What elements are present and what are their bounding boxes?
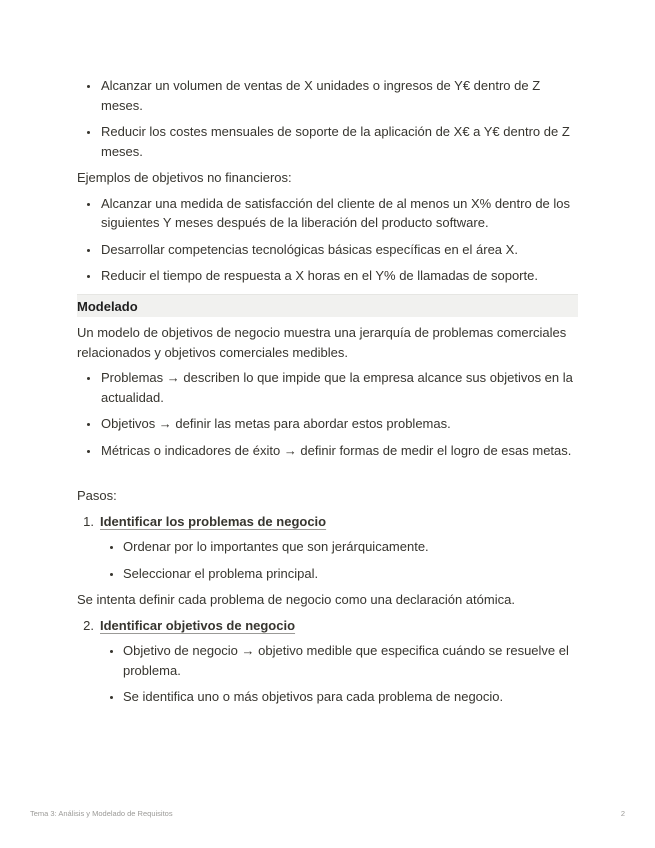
- step-2: [77, 616, 578, 707]
- step-number: 1.: [83, 513, 94, 529]
- steps-label: Pasos:: [77, 488, 117, 503]
- list-item: • Alcanzar una medida de satisfacción del cliente de al menos un X% dentro de los siguientes Y meses después de la liberación del producto software.: [100, 194, 578, 233]
- financial-objectives-list: [77, 76, 578, 161]
- list-item: • Reducir los costes mensuales de soporte de la aplicación de X€ a Y€ dentro de Z meses.: [100, 122, 578, 161]
- step-title: Identificar objetivos de negocio: [100, 617, 296, 633]
- list-item: • Alcanzar un volumen de ventas de X unidades o ingresos de Y€ dentro de Z meses.: [100, 76, 578, 115]
- list-item: • Problemas → describen lo que impide que la empresa alcance sus objetivos en la actualidad.: [100, 368, 578, 407]
- footer-title: Tema 3: Análisis y Modelado de Requisitos: [30, 809, 173, 818]
- list-item: • Objetivos → definir las metas para abordar estos problemas.: [100, 414, 578, 434]
- model-components-list: [77, 368, 578, 460]
- section-heading: Modelado: [77, 294, 578, 318]
- step-2-items: [77, 641, 578, 707]
- list-item: • Métricas o indicadores de éxito → definir formas de medir el logro de esas metas.: [100, 441, 578, 461]
- list-item: • Objetivo de negocio → objetivo medible que especifica cuándo se resuelve el problema.: [123, 641, 578, 680]
- list-item: • Ordenar por lo importantes que son jerárquicamente.: [123, 537, 578, 557]
- document-page: [77, 76, 578, 714]
- steps-list: [77, 512, 578, 584]
- nonfinancial-objectives-list: [77, 194, 578, 286]
- list-item: • Seleccionar el problema principal.: [123, 564, 578, 584]
- step-1-items: [77, 537, 578, 583]
- list-item: • Se identifica uno o más objetivos para cada problema de negocio.: [123, 687, 578, 707]
- step-number: 2.: [83, 617, 94, 633]
- step-title: Identificar los problemas de negocio: [100, 513, 327, 529]
- model-intro: Un modelo de objetivos de negocio muestra una jerarquía de problemas comerciales relacionados y objetivos comerciales medibles.: [77, 325, 567, 360]
- page-number: 2: [620, 809, 625, 818]
- step-1: [77, 512, 578, 584]
- atomic-note: Se intenta definir cada problema de negocio como una declaración atómica.: [77, 592, 515, 607]
- nonfinancial-intro: Ejemplos de objetivos no financieros:: [77, 170, 292, 185]
- steps-list-continued: [77, 616, 578, 707]
- list-item: • Desarrollar competencias tecnológicas básicas específicas en el área X.: [100, 240, 578, 260]
- list-item: • Reducir el tiempo de respuesta a X horas en el Y% de llamadas de soporte.: [100, 266, 578, 286]
